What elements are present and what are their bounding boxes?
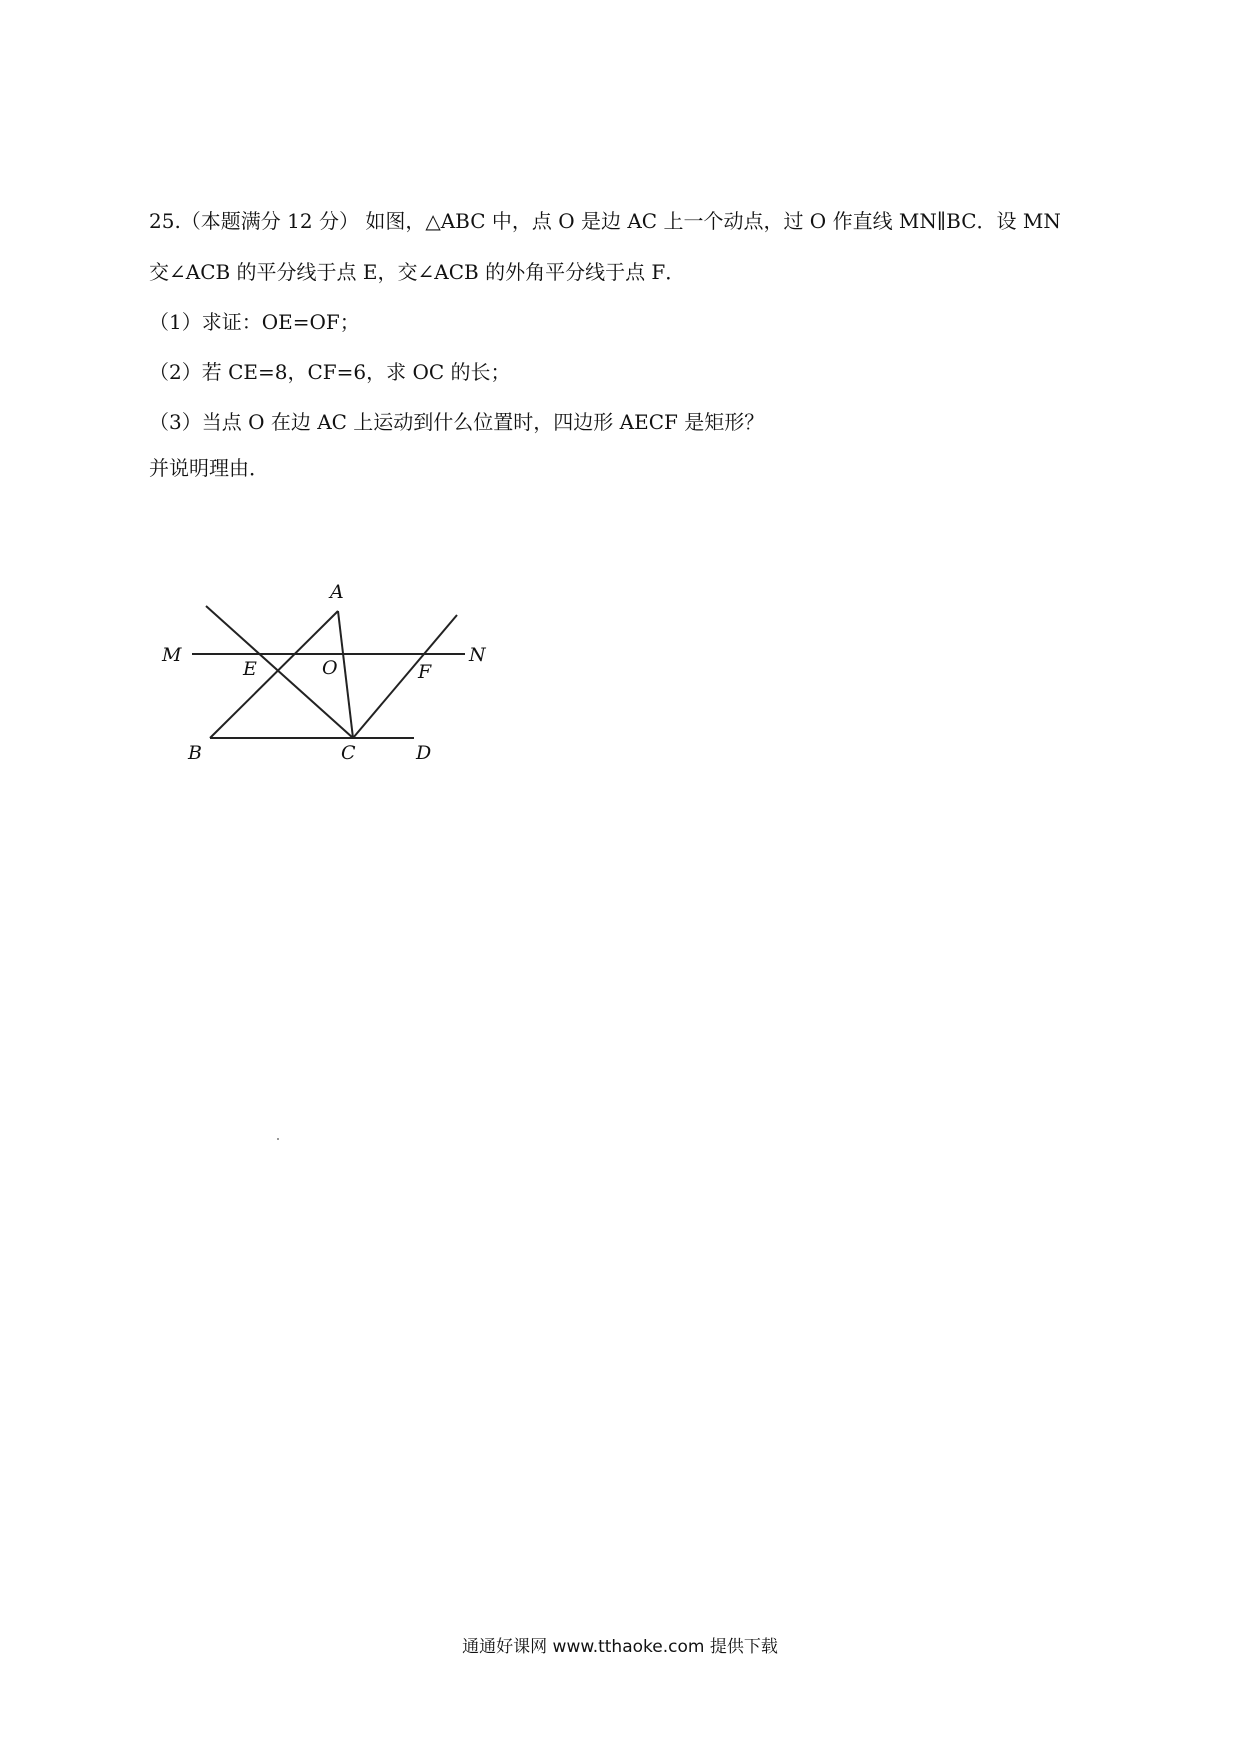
label-o: O (322, 657, 338, 679)
label-f: F (418, 661, 432, 683)
stray-mark (277, 1138, 279, 1140)
problem-statement-line-1: 25.（本题满分 12 分） 如图，△ABC 中，点 O 是边 AC 上一个动点，过 O 作直线 MN∥BC．设 MN (149, 209, 1061, 233)
segment-ac (338, 611, 353, 738)
segment-ab (210, 611, 338, 738)
sub-question-2: （2）若 CE=8，CF=6，求 OC 的长； (149, 360, 511, 384)
geometry-figure (147, 548, 487, 763)
label-c: C (341, 742, 356, 763)
label-d: D (416, 742, 432, 763)
label-m: M (162, 644, 182, 666)
footer-source: 通通好课网 www.tthaoke.com 提供下载 (462, 1637, 778, 1657)
sub-question-3-continuation: 并说明理由． (149, 456, 269, 480)
segment-cf-bisector (353, 615, 457, 738)
label-b: B (188, 742, 202, 763)
label-n: N (469, 644, 486, 666)
sub-question-1: （1）求证：OE=OF； (149, 310, 360, 334)
label-a: A (330, 581, 344, 603)
problem-statement-line-2: 交∠ACB 的平分线于点 E，交∠ACB 的外角平分线于点 F． (149, 260, 686, 284)
sub-question-3: （3）当点 O 在边 AC 上运动到什么位置时，四边形 AECF 是矩形？ (149, 410, 765, 434)
label-e: E (243, 658, 257, 680)
